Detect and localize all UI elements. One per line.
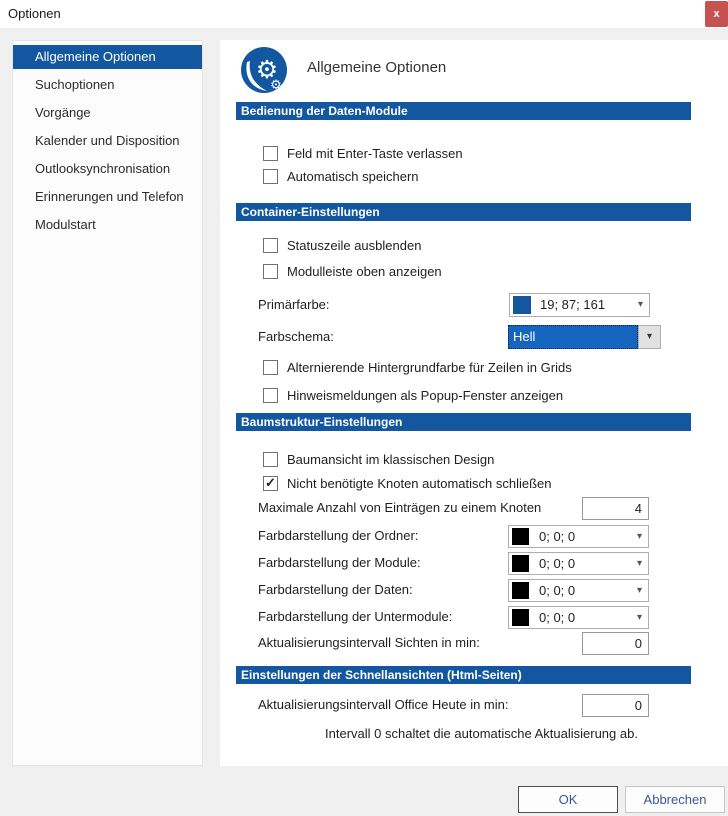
- ok-button[interactable]: OK: [518, 786, 618, 813]
- sidebar-item-suchoptionen[interactable]: Suchoptionen: [35, 77, 115, 92]
- color-swatch-black: [512, 555, 529, 572]
- gears-icon: [240, 46, 288, 94]
- checkbox-row: [263, 450, 494, 468]
- color-value: 19; 87; 161: [540, 297, 606, 312]
- section-header-container: Container-Einstellungen: [236, 203, 691, 221]
- color-swatch-blue: [513, 296, 531, 314]
- interval-hint-text: Intervall 0 schaltet die automatische Aktualisierung ab.: [325, 726, 638, 741]
- primaerfarbe-color-dropdown[interactable]: [509, 293, 650, 317]
- checkbox-row: [263, 236, 421, 254]
- svg-text:⚙: ⚙: [255, 55, 279, 84]
- color-swatch-black: [512, 609, 529, 626]
- checkbox-label: Modulleiste oben anzeigen: [287, 263, 442, 279]
- sidebar-item-erinnerungen-und-telefon[interactable]: Erinnerungen und Telefon: [35, 189, 184, 204]
- color-value: 0; 0; 0: [539, 556, 576, 571]
- checkbox-hinweismeldungen-popup[interactable]: [263, 388, 278, 403]
- sidebar-item-kalender-und-disposition[interactable]: Kalender und Disposition: [35, 133, 180, 148]
- checkbox-label: Automatisch speichern: [287, 168, 419, 184]
- page-title: Allgemeine Optionen: [307, 59, 447, 76]
- color-value: 0; 0; 0: [539, 529, 576, 544]
- sidebar: [12, 40, 203, 766]
- checkbox-row: [263, 144, 463, 162]
- farbschema-selected-value[interactable]: Hell: [508, 325, 638, 349]
- max-eintraege-label: Maximale Anzahl von Einträgen zu einem Knoten: [258, 500, 542, 515]
- checkbox-knoten-automatisch-schliessen[interactable]: [263, 476, 278, 491]
- title-bar: [0, 0, 728, 28]
- farbdarstellung-daten-label: Farbdarstellung der Daten:: [258, 582, 413, 597]
- section-header-baumstruktur: Baumstruktur-Einstellungen: [236, 413, 691, 431]
- dropdown-arrow-button[interactable]: [638, 325, 661, 349]
- farbdarstellung-untermodule-dropdown[interactable]: [508, 606, 649, 629]
- checkbox-row: [263, 474, 552, 492]
- aktualisierungsintervall-sichten-label: Aktualisierungsintervall Sichten in min:: [258, 635, 480, 650]
- checkbox-feld-enter-taste[interactable]: [263, 146, 278, 161]
- section-header-schnellansichten: Einstellungen der Schnellansichten (Html-Seiten): [236, 666, 691, 684]
- office-heute-intervall-label: Aktualisierungsintervall Office Heute in min:: [258, 697, 509, 712]
- checkbox-baumansicht-klassisch[interactable]: [263, 452, 278, 467]
- farbdarstellung-ordner-dropdown[interactable]: [508, 525, 649, 548]
- chevron-down-icon[interactable]: [637, 526, 642, 548]
- checkbox-label: Nicht benötigte Knoten automatisch schließen: [287, 475, 552, 491]
- farbdarstellung-module-dropdown[interactable]: [508, 552, 649, 575]
- chevron-down-icon[interactable]: [638, 294, 643, 316]
- window-title: Optionen: [8, 6, 61, 21]
- cancel-button[interactable]: Abbrechen: [625, 786, 725, 813]
- farbdarstellung-module-label: Farbdarstellung der Module:: [258, 555, 421, 570]
- color-swatch-black: [512, 582, 529, 599]
- max-eintraege-input[interactable]: [582, 497, 649, 520]
- color-value: 0; 0; 0: [539, 610, 576, 625]
- checkbox-row: [263, 262, 442, 280]
- close-icon[interactable]: x: [705, 1, 728, 27]
- checkbox-label: Baumansicht im klassischen Design: [287, 451, 495, 467]
- checkbox-label: Hinweismeldungen als Popup-Fenster anzeigen: [287, 387, 564, 403]
- checkbox-row: [263, 358, 572, 376]
- checkbox-statuszeile-ausblenden[interactable]: [263, 238, 278, 253]
- sidebar-item-vorgaenge[interactable]: Vorgänge: [35, 105, 91, 120]
- sidebar-item-modulstart[interactable]: Modulstart: [35, 217, 96, 232]
- chevron-down-icon[interactable]: [637, 580, 642, 602]
- farbschema-label: Farbschema:: [258, 329, 334, 344]
- main-panel: [220, 40, 728, 766]
- color-value: 0; 0; 0: [539, 583, 576, 598]
- sidebar-item-allgemeine-optionen[interactable]: Allgemeine Optionen: [13, 45, 202, 69]
- farbdarstellung-untermodule-label: Farbdarstellung der Untermodule:: [258, 609, 453, 624]
- sidebar-item-outlooksynchronisation[interactable]: Outlooksynchronisation: [35, 161, 171, 176]
- office-heute-intervall-input[interactable]: [582, 694, 649, 717]
- checkbox-row: [263, 386, 563, 404]
- checkbox-alternierende-hintergrundfarbe[interactable]: [263, 360, 278, 375]
- checkbox-modulleiste-oben[interactable]: [263, 264, 278, 279]
- svg-text:⚙: ⚙: [270, 78, 282, 93]
- primaerfarbe-label: Primärfarbe:: [258, 297, 330, 312]
- farbdarstellung-ordner-label: Farbdarstellung der Ordner:: [258, 528, 419, 543]
- chevron-down-icon[interactable]: [637, 553, 642, 575]
- checkbox-label: Statuszeile ausblenden: [287, 237, 422, 253]
- checkbox-automatisch-speichern[interactable]: [263, 169, 278, 184]
- checkbox-label: Feld mit Enter-Taste verlassen: [287, 145, 463, 161]
- aktualisierungsintervall-sichten-input[interactable]: [582, 632, 649, 655]
- checkbox-label: Alternierende Hintergrundfarbe für Zeilen in Grids: [287, 359, 572, 375]
- color-swatch-black: [512, 528, 529, 545]
- chevron-down-icon[interactable]: [637, 607, 642, 629]
- chevron-down-icon: [647, 331, 652, 342]
- farbdarstellung-daten-dropdown[interactable]: [508, 579, 649, 602]
- checkbox-row: [263, 167, 419, 185]
- section-header-daten-module: Bedienung der Daten-Module: [236, 102, 691, 120]
